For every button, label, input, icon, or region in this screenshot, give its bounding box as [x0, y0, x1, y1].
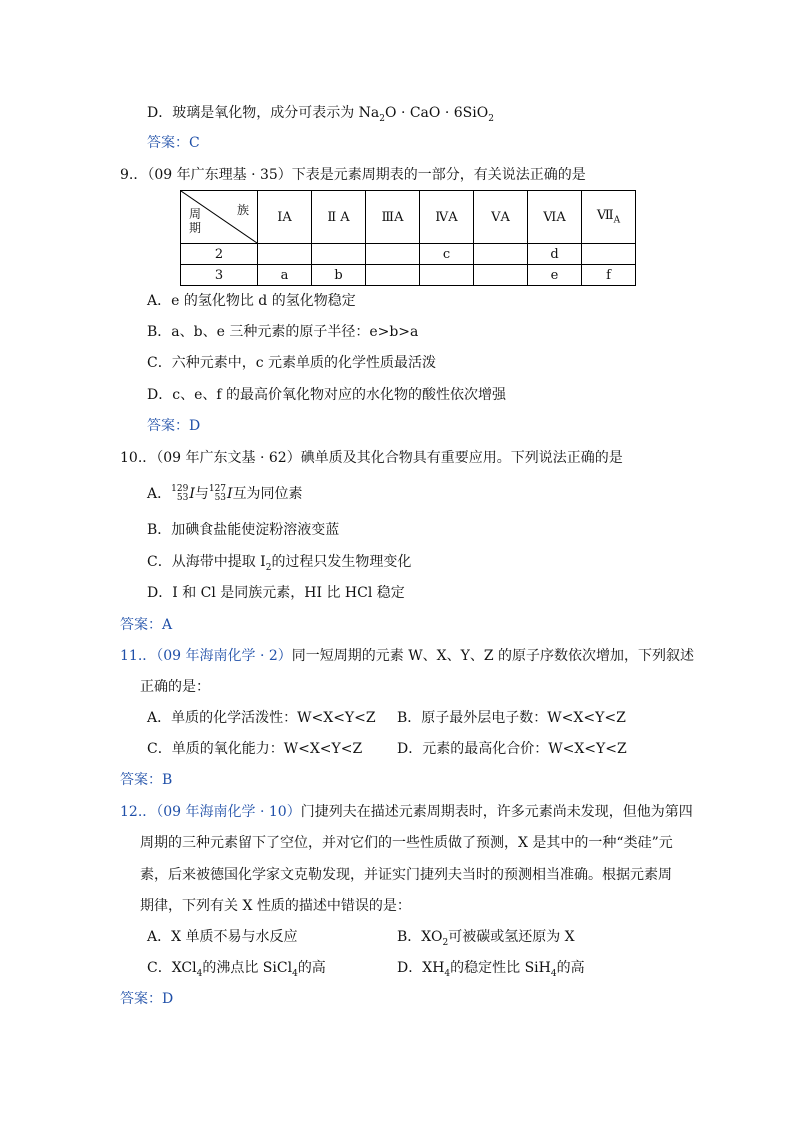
- q12-stem-line3: 素，后来被德国化学家文克勒发现，并证实门捷列夫当时的预测相当准确。根据元素周: [140, 867, 672, 883]
- q9-option-c: C．六种元素中，c 元素单质的化学性质最活泼: [147, 355, 437, 371]
- group-header: ⅥA: [528, 191, 582, 244]
- q12-option-d: D．$XH_4$的稳定性比 SiH$_4$的高: [397, 960, 585, 979]
- group-header: ⅣA: [420, 191, 474, 244]
- q10-stem: 10.．（09 年广东文基 · 62）碘单质及其化合物具有重要应用。下列说法正确的是: [120, 450, 623, 466]
- table-cell: [366, 265, 420, 286]
- q11-option-c: C．单质的氧化能力：W<X<Y<Z: [147, 741, 363, 757]
- table-cell: [366, 244, 420, 265]
- group-header: Ⅱ A: [312, 191, 366, 244]
- table-row: [181, 244, 636, 265]
- period-cell: 2: [181, 244, 258, 265]
- q11-answer: 答案：B: [120, 772, 173, 788]
- q10-option-b: B．加碘食盐能使淀粉溶液变蓝: [147, 522, 340, 538]
- table-cell: b: [312, 265, 366, 286]
- corner-group-label: 族: [236, 203, 249, 217]
- q11-stem-line2: 正确的是：: [140, 679, 210, 695]
- q11-option-d: D．元素的最高化合价：W<X<Y<Z: [397, 741, 627, 757]
- q12-stem-line1: 12.．（09 年海南化学 · 10）门捷列夫在描述元素周期表时，许多元素尚未发现，但他为第四: [120, 804, 693, 820]
- q11-option-b: B．原子最外层电子数：W<X<Y<Z: [397, 710, 626, 726]
- q8-option-d: D．玻璃是氧化物，成分可表示为 $Na_2O$ · CaO · 6SiO$_2$: [147, 105, 494, 124]
- q10-option-a: A．129 53I与127 53I互为同位素: [147, 484, 303, 503]
- table-cell: d: [528, 244, 582, 265]
- table-cell: e: [528, 265, 582, 286]
- period-cell: 3: [181, 265, 258, 286]
- q12-option-c: C．XCl$_4$的沸点比 SiCl$_4$的高: [147, 960, 326, 979]
- table-cell: c: [420, 244, 474, 265]
- group-header: ⅠA: [258, 191, 312, 244]
- table-cell: [258, 244, 312, 265]
- isotope-2-numbers: 127 53: [208, 484, 227, 503]
- q12-option-b: B．$XO_2$可被碳或氢还原为 X: [397, 929, 575, 948]
- q12-stem-line2: 周期的三种元素留下了空位，并对它们的一些性质做了预测，X 是其中的一种“类硅”元: [140, 835, 673, 851]
- table-cell: [474, 244, 528, 265]
- q8-answer: 答案：C: [147, 135, 200, 151]
- q9-option-b: B．a、b、e 三种元素的原子半径：e>b>a: [147, 324, 419, 340]
- group-header: ⅢA: [366, 191, 420, 244]
- corner-period-label: 周 期: [189, 207, 202, 235]
- isotope-1-numbers: 129 53: [171, 484, 189, 503]
- group-header: ⅤA: [474, 191, 528, 244]
- q9-answer: 答案：D: [147, 418, 201, 434]
- q11-option-a: A．单质的化学活泼性：W<X<Y<Z: [147, 710, 376, 726]
- periodic-table-fragment: [180, 190, 636, 286]
- table-cell: f: [582, 265, 636, 286]
- q11-stem-line1: 11.．（09 年海南化学 · 2）同一短周期的元素 W、X、Y、Z 的原子序数依次增加，下列叙述: [120, 648, 695, 664]
- q9-option-d: D．c、e、f 的最高价氧化物对应的水化物的酸性依次增强: [147, 387, 506, 403]
- table-cell: [474, 265, 528, 286]
- table-corner-cell: [181, 191, 258, 244]
- q10-answer: 答案：A: [120, 617, 173, 633]
- q12-answer: 答案：D: [120, 991, 174, 1007]
- table-cell: a: [258, 265, 312, 286]
- table-cell: [420, 265, 474, 286]
- q12-stem-line4: 期律，下列有关 X 性质的描述中错误的是：: [140, 898, 411, 914]
- q9-stem: 9.．（09 年广东理基 · 35）下表是元素周期表的一部分，有关说法正确的是: [120, 167, 586, 183]
- q10-option-d: D．I 和 Cl 是同族元素，HI 比 HCl 稳定: [147, 585, 405, 601]
- q9-option-a: A．e 的氢化物比 d 的氢化物稳定: [147, 293, 356, 309]
- table-cell: [312, 244, 366, 265]
- table-row: [181, 265, 636, 286]
- q12-option-a: A．X 单质不易与水反应: [147, 929, 298, 945]
- group-header: $Ⅶ_A$: [582, 191, 636, 244]
- table-cell: [582, 244, 636, 265]
- q10-option-c: C．从海带中提取 $I_2$的过程只发生物理变化: [147, 554, 412, 573]
